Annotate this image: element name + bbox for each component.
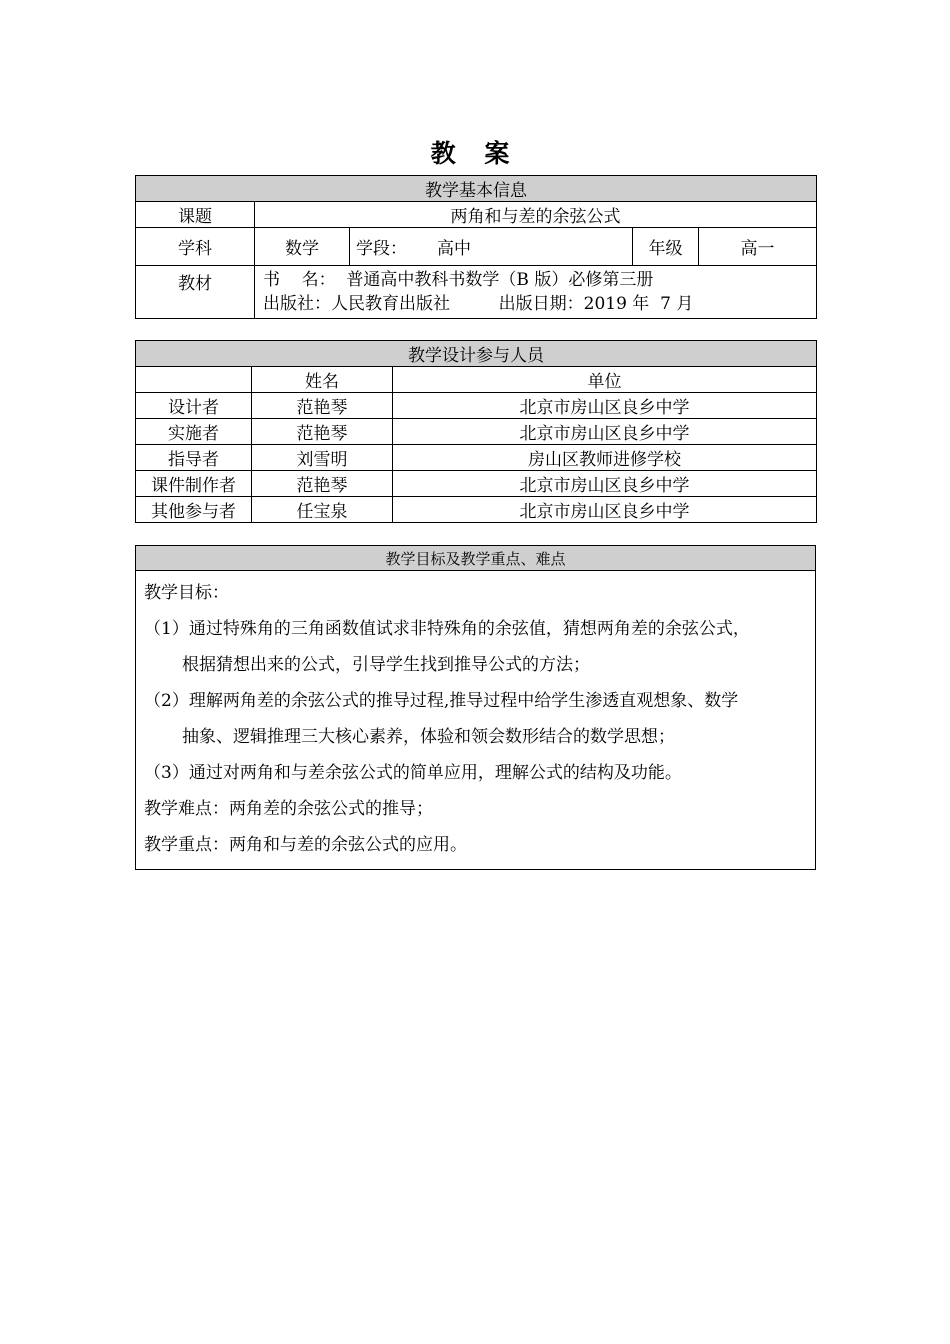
objectives-line: （3）通过对两角和与差余弦公式的简单应用，理解公式的结构及功能。 (144, 763, 682, 783)
role-cell: 实施者 (136, 419, 252, 445)
topic-label: 课题 (136, 202, 255, 228)
role-cell: 指导者 (136, 445, 252, 471)
participants-header: 教学设计参与人员 (136, 341, 817, 367)
name-cell: 任宝泉 (252, 497, 393, 523)
objectives-body (136, 571, 816, 870)
unit-cell: 房山区教师进修学校 (393, 445, 817, 471)
basic-info-table (135, 175, 817, 319)
unit-cell: 北京市房山区良乡中学 (393, 419, 817, 445)
name-cell: 刘雪明 (252, 445, 393, 471)
topic-value: 两角和与差的余弦公式 (255, 202, 817, 228)
name-cell: 范艳琴 (252, 419, 393, 445)
material-label: 教材 (136, 266, 255, 319)
table-row (136, 419, 817, 445)
table-row (136, 393, 817, 419)
key-point-line: 教学重点：两角和与差的余弦公式的应用。 (144, 835, 467, 855)
role-cell: 设计者 (136, 393, 252, 419)
stage-cell (350, 228, 633, 266)
role-cell: 课件制作者 (136, 471, 252, 497)
objectives-table (135, 545, 816, 870)
grade-label: 年级 (633, 228, 699, 266)
name-cell: 范艳琴 (252, 471, 393, 497)
table-row (136, 497, 817, 523)
material-info (255, 266, 817, 319)
objectives-line: 抽象、逻辑推理三大核心素养，体验和领会数形结合的数学思想； (182, 727, 675, 747)
role-cell: 其他参与者 (136, 497, 252, 523)
unit-cell: 北京市房山区良乡中学 (393, 497, 817, 523)
document-title: 教 案 (430, 139, 520, 168)
subject-value: 数学 (255, 228, 350, 266)
unit-cell: 北京市房山区良乡中学 (393, 471, 817, 497)
stage-value: 高中 (437, 239, 471, 259)
difficulty-line: 教学难点：两角差的余弦公式的推导； (144, 799, 433, 819)
material-publisher: 出版社：人民教育出版社 出版日期：2019 年 7 月 (263, 294, 694, 314)
objectives-line: （1）通过特殊角的三角函数值试求非特殊角的余弦值，猜想两角差的余弦公式， (144, 619, 750, 639)
participants-corner (136, 367, 252, 393)
table-row (136, 471, 817, 497)
objectives-line: 教学目标： (144, 583, 229, 603)
col-name-header: 姓名 (252, 367, 393, 393)
table-row (136, 445, 817, 471)
objectives-line: 根据猜想出来的公式，引导学生找到推导公式的方法； (182, 655, 590, 675)
participants-table (135, 340, 817, 523)
basic-info-header: 教学基本信息 (136, 176, 817, 202)
objectives-header: 教学目标及教学重点、难点 (136, 546, 816, 571)
name-cell: 范艳琴 (252, 393, 393, 419)
col-unit-header: 单位 (393, 367, 817, 393)
subject-label: 学科 (136, 228, 255, 266)
stage-label: 学段： (356, 239, 407, 259)
grade-value: 高一 (699, 228, 817, 266)
objectives-line: （2）理解两角差的余弦公式的推导过程,推导过程中给学生渗透直观想象、数学 (144, 691, 739, 711)
unit-cell: 北京市房山区良乡中学 (393, 393, 817, 419)
material-book: 书 名： 普通高中教科书数学（B 版）必修第三册 (263, 270, 654, 290)
